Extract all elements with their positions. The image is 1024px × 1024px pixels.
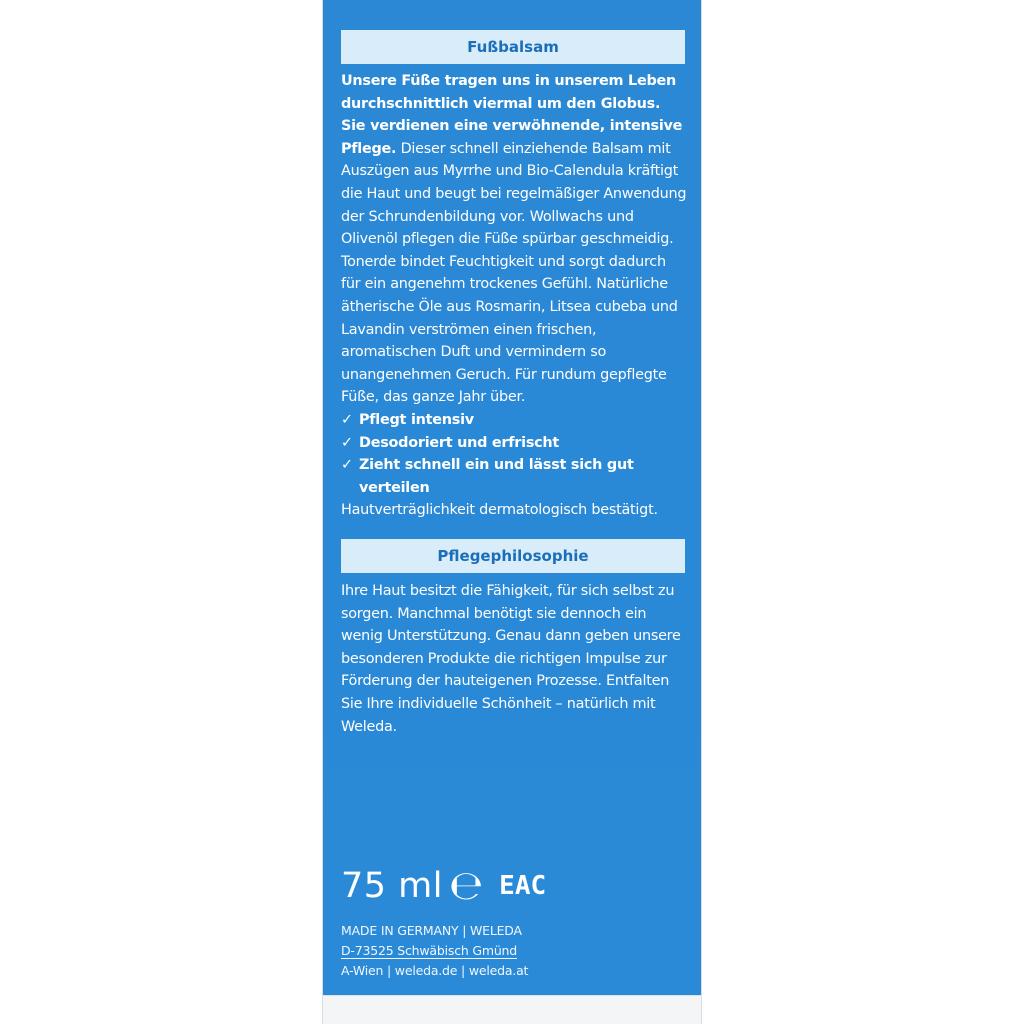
checkmark-icon: ✓: [341, 411, 353, 428]
footer-line-3: A-Wien | weleda.de | weleda.at: [341, 963, 529, 978]
list-item: [341, 454, 689, 499]
panel-bottom-edge: [323, 995, 701, 1024]
description-text: Dieser schnell einziehende Balsam mit Auszügen aus Myrrhe und Bio-Calendula kräftigt die Haut und beugt bei regelmäßiger Anwendung der Schrundenbildung vor. Wollwachs und Olivenöl pflegen die Füße spürbar geschmeidig. Tonerde bindet Feuchtigkeit und sorgt dadurch für ein angenehm trockenes Gefühl. Natürliche ätherische Öle aus Rosmarin, Litsea cubeba und Lavandin verströmen einen frischen, aromatischen Duft und vermindern so unangenehmen Geruch. Für rundum gepflegte Füße, das ganze Jahr über.: [341, 140, 687, 406]
benefit-text: Pflegt intensiv: [359, 411, 474, 428]
eac-mark-icon: EAC: [499, 871, 547, 901]
estimated-sign-icon: ℮: [448, 863, 484, 909]
list-item: [341, 409, 689, 432]
lead-text: Unsere Füße tragen uns in unserem Leben durchschnittlich viermal um den Globus. Sie verdienen eine verwöhnende, intensive Pflege.: [341, 73, 683, 157]
benefit-list: [341, 409, 689, 499]
footer-line-1: MADE IN GERMANY | WELEDA: [341, 923, 522, 938]
philosophy-text: Ihre Haut besitzt die Fähigkeit, für sich selbst zu sorgen. Manchmal benötigt sie dennoch ein wenig Unterstützung. Genau dann geben unsere besonderen Produkte die richtigen Impulse zur Förderung der hauteigenen Prozesse. Entfalten Sie Ihre individuelle Schönheit – natürlich mit Weleda.: [341, 583, 681, 735]
tolerance-note: Hautverträglichkeit dermatologisch bestätigt.: [341, 502, 658, 519]
section-title-pflegephilosophie: [341, 539, 685, 573]
product-label-panel: [322, 0, 702, 1024]
benefit-text: Desodoriert und erfrischt: [359, 434, 560, 451]
product-description: [341, 70, 689, 522]
footer-line-2: D-73525 Schwäbisch Gmünd: [341, 943, 518, 958]
checkmark-icon: ✓: [341, 434, 353, 451]
benefit-text: Zieht schnell ein und lässt sich gut verteilen: [359, 457, 634, 496]
list-item: [341, 432, 689, 455]
volume-label: 75 ml: [341, 866, 443, 906]
manufacturer-info: [341, 921, 528, 981]
section-title-text: Pflegephilosophie: [437, 547, 589, 565]
checkmark-icon: ✓: [341, 457, 353, 474]
section-title-text: Fußbalsam: [467, 38, 559, 56]
volume-row: [341, 863, 547, 909]
section-title-fussbalsam: [341, 30, 685, 64]
